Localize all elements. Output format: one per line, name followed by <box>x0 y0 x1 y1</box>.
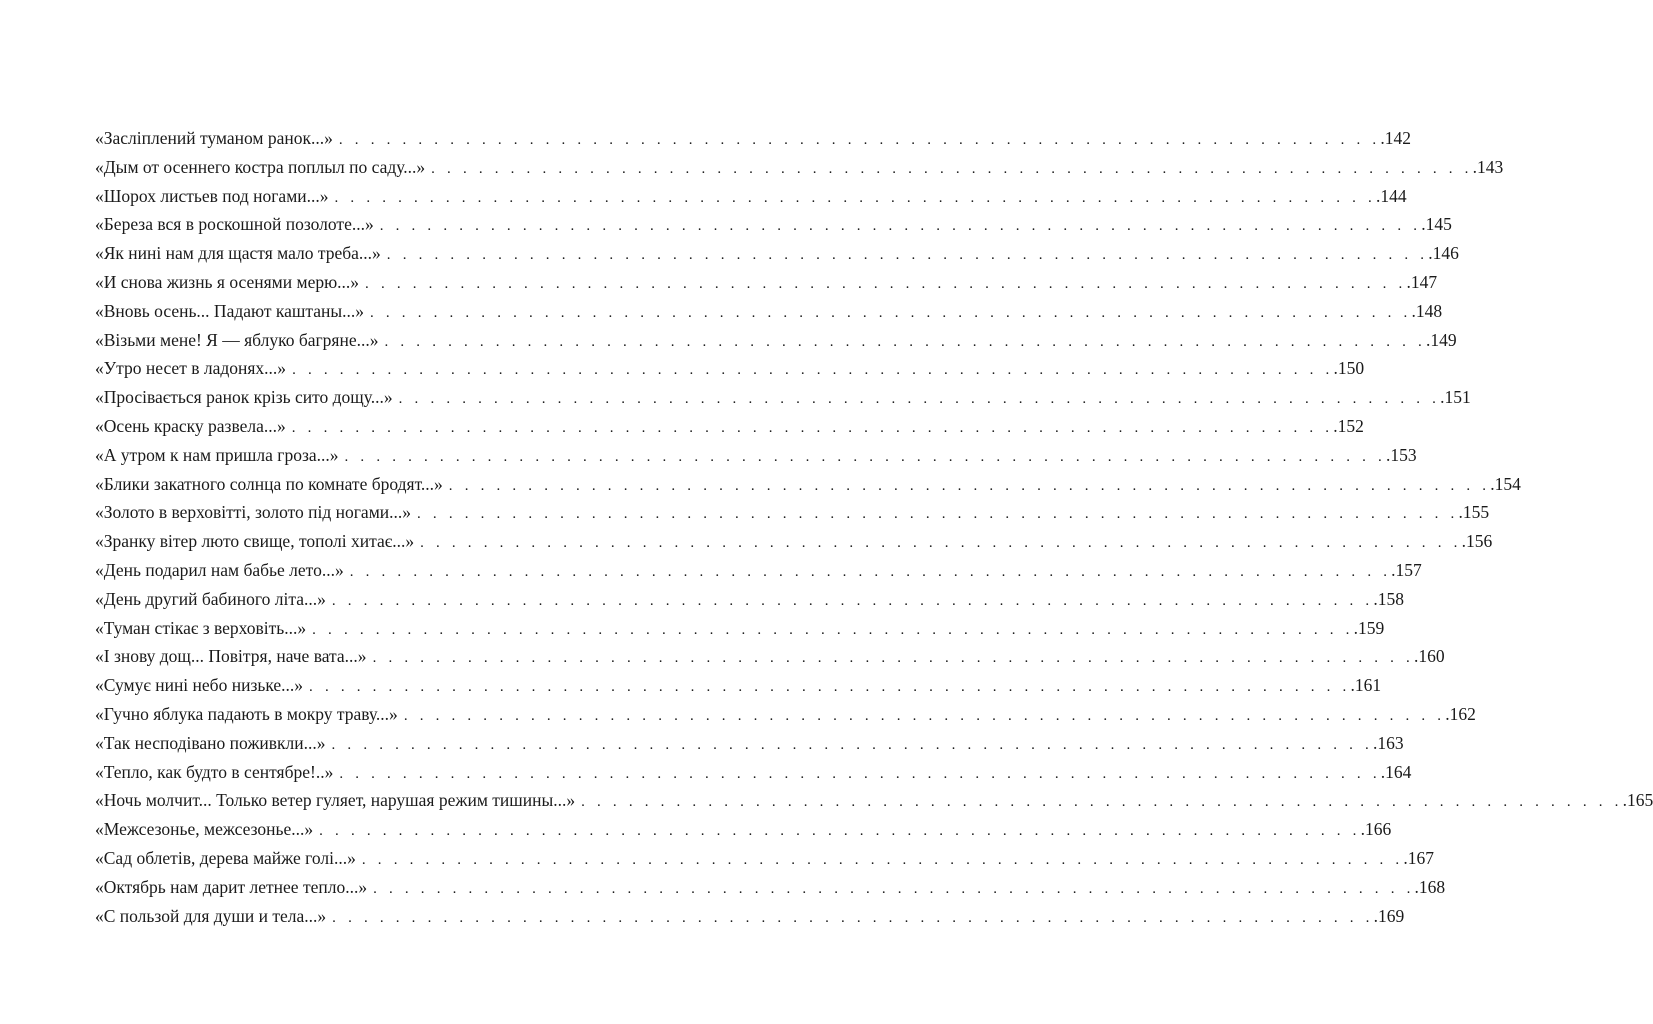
toc-entry <box>95 556 1422 585</box>
toc-entry-page: .167 <box>1403 847 1434 868</box>
dot-leader: . . . . . . . . . . . . . . . . . . . . . . . . . . . . . . . . . . . . . . . . . . . . . . . . . . . . . . . . . . . . . . . . . . <box>386 247 1429 264</box>
toc-entry <box>95 671 1382 700</box>
toc-entry-title: «Візьми мене! Я — яблуко багряне...» <box>95 329 379 350</box>
toc-entry-page: .168 <box>1414 876 1446 897</box>
toc-entry-page: .164 <box>1380 761 1412 782</box>
toc-entry-title: «Як нині нам для щастя мало треба...» <box>95 243 381 264</box>
toc-entry-title: «День подарил нам бабье лето...» <box>95 559 344 580</box>
dot-leader: . . . . . . . . . . . . . . . . . . . . . . . . . . . . . . . . . . . . . . . . . . . . . . . . . . . . . . . . . . . . . . . . . . <box>431 160 1473 177</box>
toc-entry <box>95 210 1452 239</box>
toc-entry-title: «Сумує нині небо низьке...» <box>95 675 304 696</box>
toc-entry-page: .165 <box>1622 790 1653 811</box>
toc-entry-title: «Береза вся в роскошной позолоте...» <box>95 214 374 235</box>
toc-entry-title: «Гучно яблука падають в мокру траву...» <box>95 703 398 724</box>
toc-entry-page: .153 <box>1385 444 1417 465</box>
toc-entry-page: .147 <box>1406 271 1438 292</box>
toc-entry <box>95 268 1438 297</box>
dot-leader: . . . . . . . . . . . . . . . . . . . . . . . . . . . . . . . . . . . . . . . . . . . . . . . . . . . . . . . . . . . . . . . . . . <box>403 707 1446 724</box>
toc-entry <box>95 844 1434 873</box>
toc-entry <box>95 297 1443 326</box>
toc-entry-title: «Блики закатного солнца по комнате бродят...» <box>95 473 443 494</box>
dot-leader: . . . . . . . . . . . . . . . . . . . . . . . . . . . . . . . . . . . . . . . . . . . . . . . . . . . . . . . . . . . . . . . . . . <box>420 535 1462 552</box>
dot-leader: . . . . . . . . . . . . . . . . . . . . . . . . . . . . . . . . . . . . . . . . . . . . . . . . . . . . . . . . . . . . . . . . . . <box>291 419 1334 436</box>
toc-entry-title: «Просівається ранок крізь сито дощу...» <box>95 387 393 408</box>
dot-leader: . . . . . . . . . . . . . . . . . . . . . . . . . . . . . . . . . . . . . . . . . . . . . . . . . . . . . . . . . . . . . . . . . . <box>309 679 1351 696</box>
dot-leader: . . . . . . . . . . . . . . . . . . . . . . . . . . . . . . . . . . . . . . . . . . . . . . . . . . . . . . . . . . . . . . . . . . <box>361 851 1404 868</box>
toc-entry-page: .145 <box>1421 214 1452 235</box>
toc-entry-title: «Засліплений туманом ранок...» <box>95 128 333 148</box>
toc-entry <box>95 354 1365 383</box>
toc-entry <box>95 153 1504 182</box>
dot-leader: . . . . . . . . . . . . . . . . . . . . . . . . . . . . . . . . . . . . . . . . . . . . . . . . . . . . . . . . . . . . . . . . . . <box>365 275 1407 292</box>
toc-entry-title: «Золото в верховітті, золото під ногами...» <box>95 502 412 523</box>
toc-entry-page: .149 <box>1425 329 1457 350</box>
toc-entry-page: .152 <box>1333 415 1364 436</box>
toc-entry-title: «День другий бабиного літа...» <box>95 588 326 609</box>
toc-entry-title: «Тепло, как будто в сентябре!..» <box>95 761 334 782</box>
toc-entry-page: .142 <box>1380 128 1411 148</box>
dot-leader: . . . . . . . . . . . . . . . . . . . . . . . . . . . . . . . . . . . . . . . . . . . . . . . . . . . . . . . . . . . . . . . . . . <box>339 765 1381 782</box>
toc-entry <box>95 873 1446 902</box>
toc-entry-page: .143 <box>1472 156 1504 177</box>
toc-entry-page: .154 <box>1490 473 1521 494</box>
toc-entry-title: «Утро несет в ладонях...» <box>95 358 287 379</box>
toc-entry-page: .156 <box>1461 531 1493 552</box>
dot-leader: . . . . . . . . . . . . . . . . . . . . . . . . . . . . . . . . . . . . . . . . . . . . . . . . . . . . . . . . . . . . . . . . . . <box>334 189 1376 206</box>
dot-leader: . . . . . . . . . . . . . . . . . . . . . . . . . . . . . . . . . . . . . . . . . . . . . . . . . . . . . . . . . . . . . . . . . . <box>332 909 1374 926</box>
toc-entry-title: «И снова жизнь я осенями мерю...» <box>95 271 360 292</box>
toc-entry-page: .162 <box>1445 703 1476 724</box>
toc-entry-page: .160 <box>1414 646 1445 667</box>
toc-entry-title: «Шорох листьев под ногами...» <box>95 185 329 206</box>
dot-leader: . . . . . . . . . . . . . . . . . . . . . . . . . . . . . . . . . . . . . . . . . . . . . . . . . . . . . . . . . . . . . . . . . . <box>373 880 1415 897</box>
toc-entry-page: .157 <box>1391 559 1422 580</box>
dot-leader: . . . . . . . . . . . . . . . . . . . . . . . . . . . . . . . . . . . . . . . . . . . . . . . . . . . . . . . . . . . . . . . . . . <box>398 391 1441 408</box>
toc-entry-page: .159 <box>1353 617 1385 638</box>
dot-leader: . . . . . . . . . . . . . . . . . . . . . . . . . . . . . . . . . . . . . . . . . . . . . . . . . . . . . . . . . . . . . . . . . . <box>379 218 1422 235</box>
toc-entry-title: «Межсезонье, межсезонье...» <box>95 819 314 840</box>
toc-entry-page: .163 <box>1372 732 1404 753</box>
toc-entry <box>95 585 1404 614</box>
toc-entry <box>95 441 1417 470</box>
toc-entry <box>95 642 1445 671</box>
toc-entry <box>95 412 1364 441</box>
toc-entry-title: «Сад облетів, дерева майже голі...» <box>95 847 356 868</box>
toc-entry <box>95 815 1392 844</box>
table-of-contents <box>95 124 1653 930</box>
toc-entry <box>95 470 1521 499</box>
toc-entry <box>95 182 1407 211</box>
dot-leader: . . . . . . . . . . . . . . . . . . . . . . . . . . . . . . . . . . . . . . . . . . . . . . . . . . . . . . . . . . . . . . . . . . <box>338 132 1381 148</box>
dot-leader: . . . . . . . . . . . . . . . . . . . . . . . . . . . . . . . . . . . . . . . . . . . . . . . . . . . . . . . . . . . . . . . . . . <box>384 333 1426 350</box>
toc-entry <box>95 124 1411 153</box>
toc-entry-title: «Вновь осень... Падают каштаны...» <box>95 300 364 321</box>
dot-leader: . . . . . . . . . . . . . . . . . . . . . . . . . . . . . . . . . . . . . . . . . . . . . . . . . . . . . . . . . . . . . . . . . . <box>417 506 1459 523</box>
toc-entry <box>95 700 1476 729</box>
dot-leader: . . . . . . . . . . . . . . . . . . . . . . . . . . . . . . . . . . . . . . . . . . . . . . . . . . . . . . . . . . . . . . . . . . <box>319 823 1361 840</box>
dot-leader: . . . . . . . . . . . . . . . . . . . . . . . . . . . . . . . . . . . . . . . . . . . . . . . . . . . . . . . . . . . . . . . . . . <box>372 650 1415 667</box>
toc-entry-title: «І знову дощ... Повітря, наче вата...» <box>95 646 367 667</box>
toc-entry <box>95 786 1653 815</box>
toc-entry-page: .151 <box>1440 387 1471 408</box>
toc-entry-title: «Ночь молчит... Только ветер гуляет, нарушая режим тишины...» <box>95 790 576 811</box>
toc-entry-page: .169 <box>1373 905 1405 926</box>
toc-entry-page: .144 <box>1375 185 1407 206</box>
toc-entry-page: .148 <box>1411 300 1443 321</box>
dot-leader: . . . . . . . . . . . . . . . . . . . . . . . . . . . . . . . . . . . . . . . . . . . . . . . . . . . . . . . . . . . . . . . . . . <box>331 592 1374 609</box>
toc-entry <box>95 729 1404 758</box>
toc-entry-page: .150 <box>1333 358 1365 379</box>
toc-entry <box>95 383 1471 412</box>
toc-entry <box>95 614 1385 643</box>
dot-leader: . . . . . . . . . . . . . . . . . . . . . . . . . . . . . . . . . . . . . . . . . . . . . . . . . . . . . . . . . . . . . . . . . . <box>344 448 1386 465</box>
toc-entry-page: .158 <box>1373 588 1404 609</box>
dot-leader: . . . . . . . . . . . . . . . . . . . . . . . . . . . . . . . . . . . . . . . . . . . . . . . . . . . . . . . . . . . . . . . . . . <box>581 794 1623 811</box>
dot-leader: . . . . . . . . . . . . . . . . . . . . . . . . . . . . . . . . . . . . . . . . . . . . . . . . . . . . . . . . . . . . . . . . . . <box>349 563 1392 580</box>
dot-leader: . . . . . . . . . . . . . . . . . . . . . . . . . . . . . . . . . . . . . . . . . . . . . . . . . . . . . . . . . . . . . . . . . . <box>331 736 1373 753</box>
toc-entry-title: «С пользой для души и тела...» <box>95 905 327 926</box>
toc-entry-title: «Осень краску развела...» <box>95 415 286 436</box>
dot-leader: . . . . . . . . . . . . . . . . . . . . . . . . . . . . . . . . . . . . . . . . . . . . . . . . . . . . . . . . . . . . . . . . . . <box>292 362 1334 379</box>
toc-entry-title: «А утром к нам пришла гроза...» <box>95 444 339 465</box>
toc-entry-title: «Так несподівано поживкли...» <box>95 732 326 753</box>
toc-entry <box>95 239 1459 268</box>
toc-entry-page: .155 <box>1458 502 1490 523</box>
toc-entry <box>95 902 1405 931</box>
dot-leader: . . . . . . . . . . . . . . . . . . . . . . . . . . . . . . . . . . . . . . . . . . . . . . . . . . . . . . . . . . . . . . . . . . <box>312 621 1354 638</box>
dot-leader: . . . . . . . . . . . . . . . . . . . . . . . . . . . . . . . . . . . . . . . . . . . . . . . . . . . . . . . . . . . . . . . . . . <box>448 477 1491 494</box>
toc-entry-page: .161 <box>1350 675 1382 696</box>
toc-entry <box>95 498 1490 527</box>
toc-entry <box>95 326 1457 355</box>
toc-entry-title: «Октябрь нам дарит летнее тепло...» <box>95 876 368 897</box>
dot-leader: . . . . . . . . . . . . . . . . . . . . . . . . . . . . . . . . . . . . . . . . . . . . . . . . . . . . . . . . . . . . . . . . . . <box>370 304 1412 321</box>
toc-entry-page: .146 <box>1428 243 1459 264</box>
toc-entry-title: «Зранку вітер люто свище, тополі хитає...» <box>95 531 415 552</box>
toc-entry-title: «Туман стікає з верховіть...» <box>95 617 307 638</box>
toc-entry <box>95 758 1412 787</box>
toc-entry-title: «Дым от осеннего костра поплыл по саду...» <box>95 156 426 177</box>
toc-entry <box>95 527 1493 556</box>
toc-entry-page: .166 <box>1360 819 1392 840</box>
